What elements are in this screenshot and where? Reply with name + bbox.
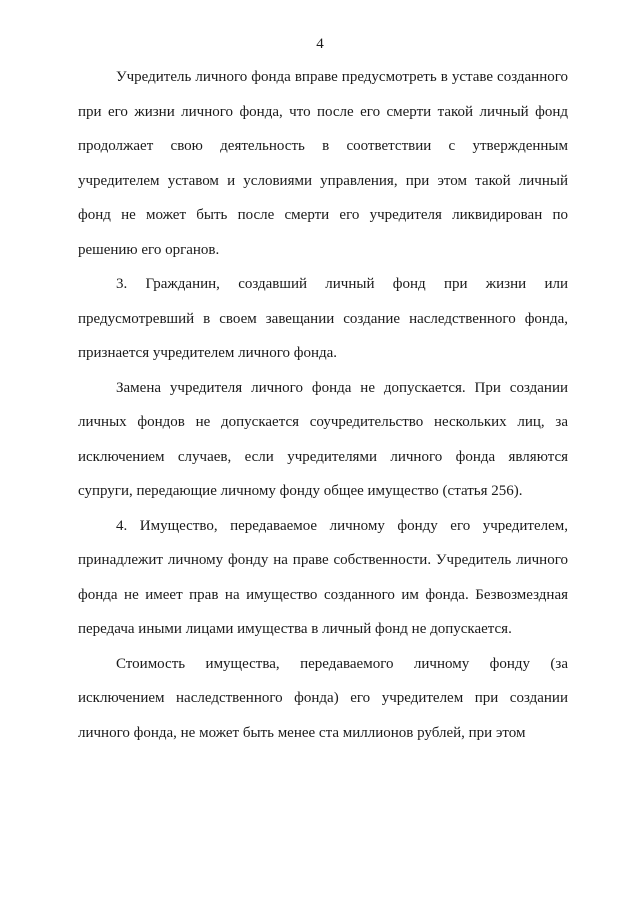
document-body: [78, 60, 568, 750]
paragraph-founder-replacement: Замена учредителя личного фонда не допускается. При создании личных фондов не допускается соучредительство нескольких лиц, за исключением случаев, если учредителями личного фонда являются супруги, передающие личному фонду общее имущество (статья 256).: [78, 379, 568, 499]
page-number: 4: [316, 36, 324, 52]
paragraph-founder-provision: Учредитель личного фонда вправе предусмотреть в уставе созданного при его жизни личного фонда, что после его смерти такой личный фонд продолжает свою деятельность в соответствии с утвержденным учредителем уставом и условиями управления, при этом такой личный фонд не может быть после смерти его учредителя ликвидирован по решению его органов.: [78, 69, 568, 258]
paragraph-4-property: 4. Имущество, передаваемое личному фонду его учредителем, принадлежит личному фонду на праве собственности. Учредитель личного фонда не имеет прав на имущество созданного им фонда. Безвозмездная передача иными лицами имущества в личный фонд не допускается.: [78, 517, 568, 637]
paragraph-property-value: Стоимость имущества, передаваемого личному фонду (за исключением наследственного фонда) его учредителем при создании личного фонда, не может быть менее ста миллионов рублей, при этом: [78, 655, 568, 741]
paragraph-3-founder-status: 3. Гражданин, создавший личный фонд при жизни или предусмотревший в своем завещании создание наследственного фонда, признается учредителем личного фонда.: [78, 276, 568, 361]
